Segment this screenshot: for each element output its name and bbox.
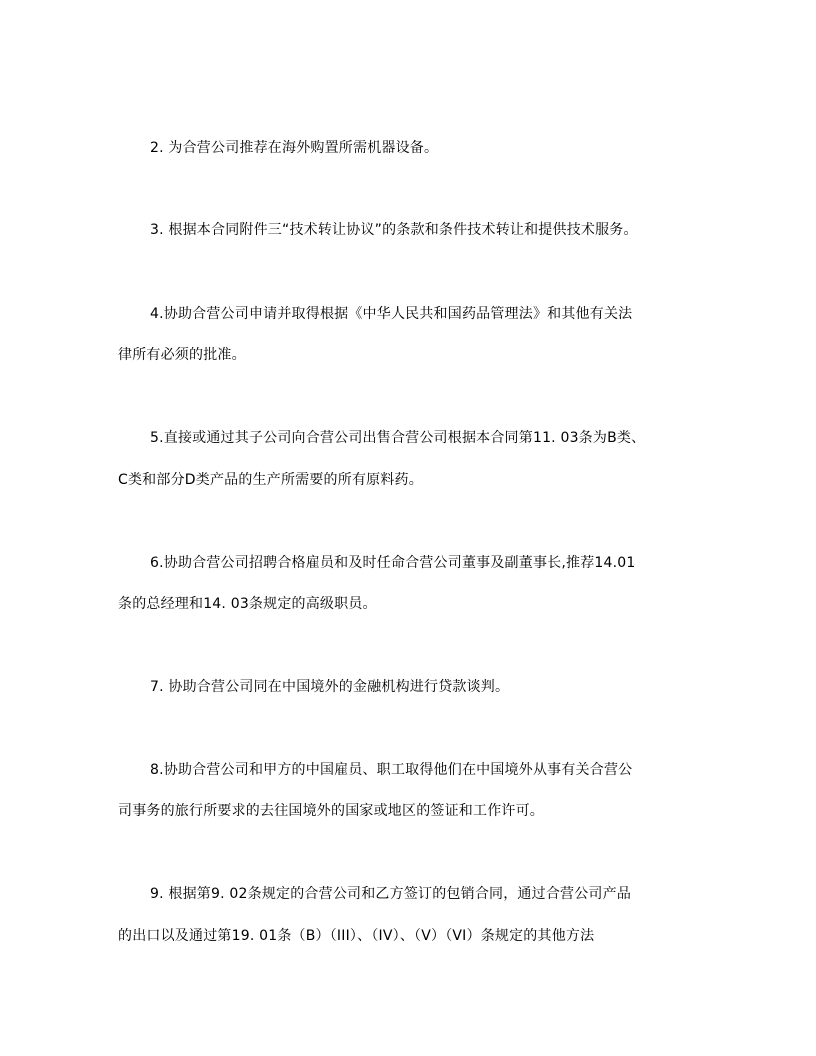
paragraph-6-line-1: 6.协助合营公司招聘合格雇员和及时任命合营公司董事及副董事长,推荐14.01 [150,555,636,571]
paragraph-8-line-1: 8.协助合营公司和甲方的中国雇员、职工取得他们在中国境外从事有关合营公 [150,762,633,778]
paragraph-7-line-1: 7. 协助合营公司同在中国境外的金融机构进行贷款谈判。 [150,679,510,695]
paragraph-3-line-1: 3. 根据本合同附件三“技术转让协议”的条款和条件技术转让和提供技术服务。 [150,222,638,238]
paragraph-9-line-2: 的出口以及通过第19. 01条（B）（III）、（IV）、（V）（VI）条规定的其他方法 [118,928,595,944]
paragraph-5-line-2: C类和部分D类产品的生产所需要的所有原料药。 [118,472,423,488]
paragraph-4-line-1: 4.协助合营公司申请并取得根据《中华人民共和国药品管理法》和其他有关法 [150,306,633,322]
paragraph-6-line-2: 条的总经理和14. 03条规定的高级职员。 [118,596,377,612]
paragraph-2-line-1: 2. 为合营公司推荐在海外购置所需机器设备。 [150,140,439,156]
paragraph-5-line-1: 5.直接或通过其子公司向合营公司出售合营公司根据本合同第11. 03条为B类、 [150,430,646,446]
paragraph-4-line-2: 律所有必须的批准。 [118,347,246,363]
paragraph-9-line-1: 9. 根据第9. 02条规定的合营公司和乙方签订的包销合同，通过合营公司产品 [150,886,632,902]
paragraph-8-line-2: 司事务的旅行所要求的去往国境外的国家或地区的签证和工作许可。 [118,803,544,819]
